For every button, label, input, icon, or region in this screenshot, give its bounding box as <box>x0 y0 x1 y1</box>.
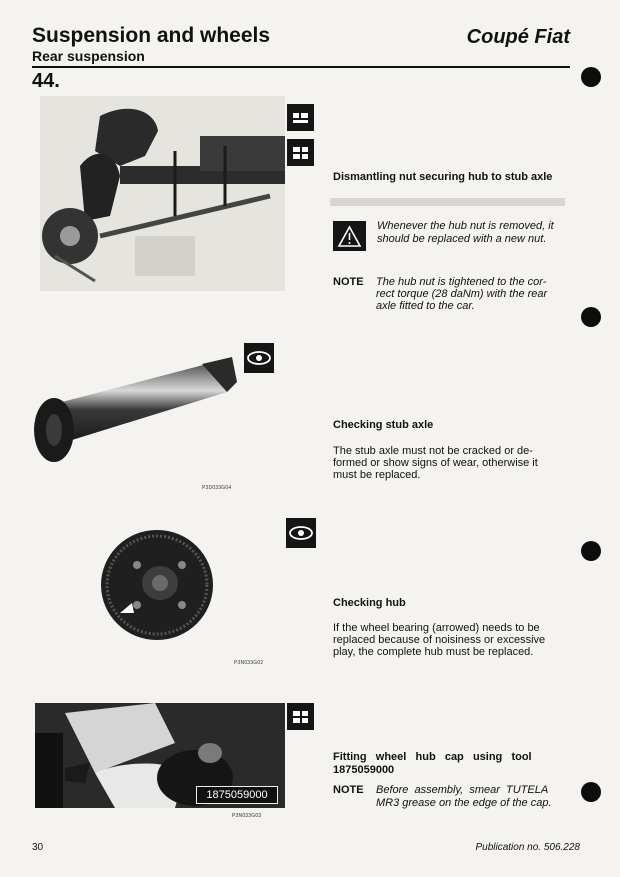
note-line-2: rect torque (28 daNm) with the rear <box>376 288 548 300</box>
section-number: 44. <box>32 70 60 92</box>
heading-hub: Checking hub <box>333 597 406 609</box>
page-title: Suspension and wheels <box>32 24 271 47</box>
page-number: 30 <box>32 842 44 853</box>
heading-hub-cap: Fitting wheel hub cap using tool <box>333 751 532 763</box>
publication-number: Publication no. 506.228 <box>475 842 580 853</box>
scan-smudge <box>330 198 565 206</box>
note-line-3: axle fitted to the car. <box>376 300 475 312</box>
heading-stub-axle: Checking stub axle <box>333 419 434 431</box>
note-label: NOTE <box>333 784 364 796</box>
stub-axle-line-2: formed or show signs of wear, otherwise it <box>333 457 538 469</box>
note-line-1: The hub nut is tightened to the cor- <box>376 276 547 288</box>
figure-caption: P3N033G03 <box>232 813 262 819</box>
figure-caption: P3D033G04 <box>202 485 232 491</box>
header-rule <box>32 66 570 68</box>
stub-axle-line-1: The stub axle must not be cracked or de- <box>333 445 533 457</box>
brand-name: Coupé Fiat <box>466 26 570 48</box>
disassembly-icon <box>287 104 314 131</box>
margin-bullet <box>581 782 601 802</box>
heading-dismantling: Dismantling nut securing hub to stub axle <box>333 171 553 183</box>
stub-axle-line-3: must be replaced. <box>333 469 421 481</box>
assembly-icon <box>287 139 314 166</box>
heading-hub-cap-tool: 1875059000 <box>333 764 395 776</box>
page-subtitle: Rear suspension <box>32 48 145 64</box>
photo-stub-axle <box>32 352 242 467</box>
inspection-eye-icon <box>244 343 274 373</box>
hub-line-2: replaced because of noisiness or excessive <box>333 634 546 646</box>
tool-label <box>196 786 278 804</box>
figure-caption: P3N033G02 <box>234 660 264 666</box>
inspection-eye-icon <box>286 518 316 548</box>
hub-cap-note-line-1: Before assembly, smear TUTELA <box>376 784 549 796</box>
warning-line-2: should be replaced with a new nut. <box>377 233 547 245</box>
photo-hub <box>92 525 217 645</box>
hub-line-3: play, the complete hub must be replaced. <box>333 646 534 658</box>
photo-rear-suspension <box>40 96 285 291</box>
tool-label-text: 1875059000 <box>206 789 268 801</box>
margin-bullet <box>581 541 601 561</box>
hub-cap-note-line-2: MR3 grease on the edge of the cap. <box>376 797 552 809</box>
hub-line-1: If the wheel bearing (arrowed) needs to be <box>333 622 540 634</box>
margin-bullet <box>581 67 601 87</box>
warning-line-1: Whenever the hub nut is removed, it <box>377 220 554 232</box>
margin-bullet <box>581 307 601 327</box>
warning-icon <box>333 221 366 251</box>
assembly-icon <box>287 703 314 730</box>
note-label: NOTE <box>333 276 364 288</box>
